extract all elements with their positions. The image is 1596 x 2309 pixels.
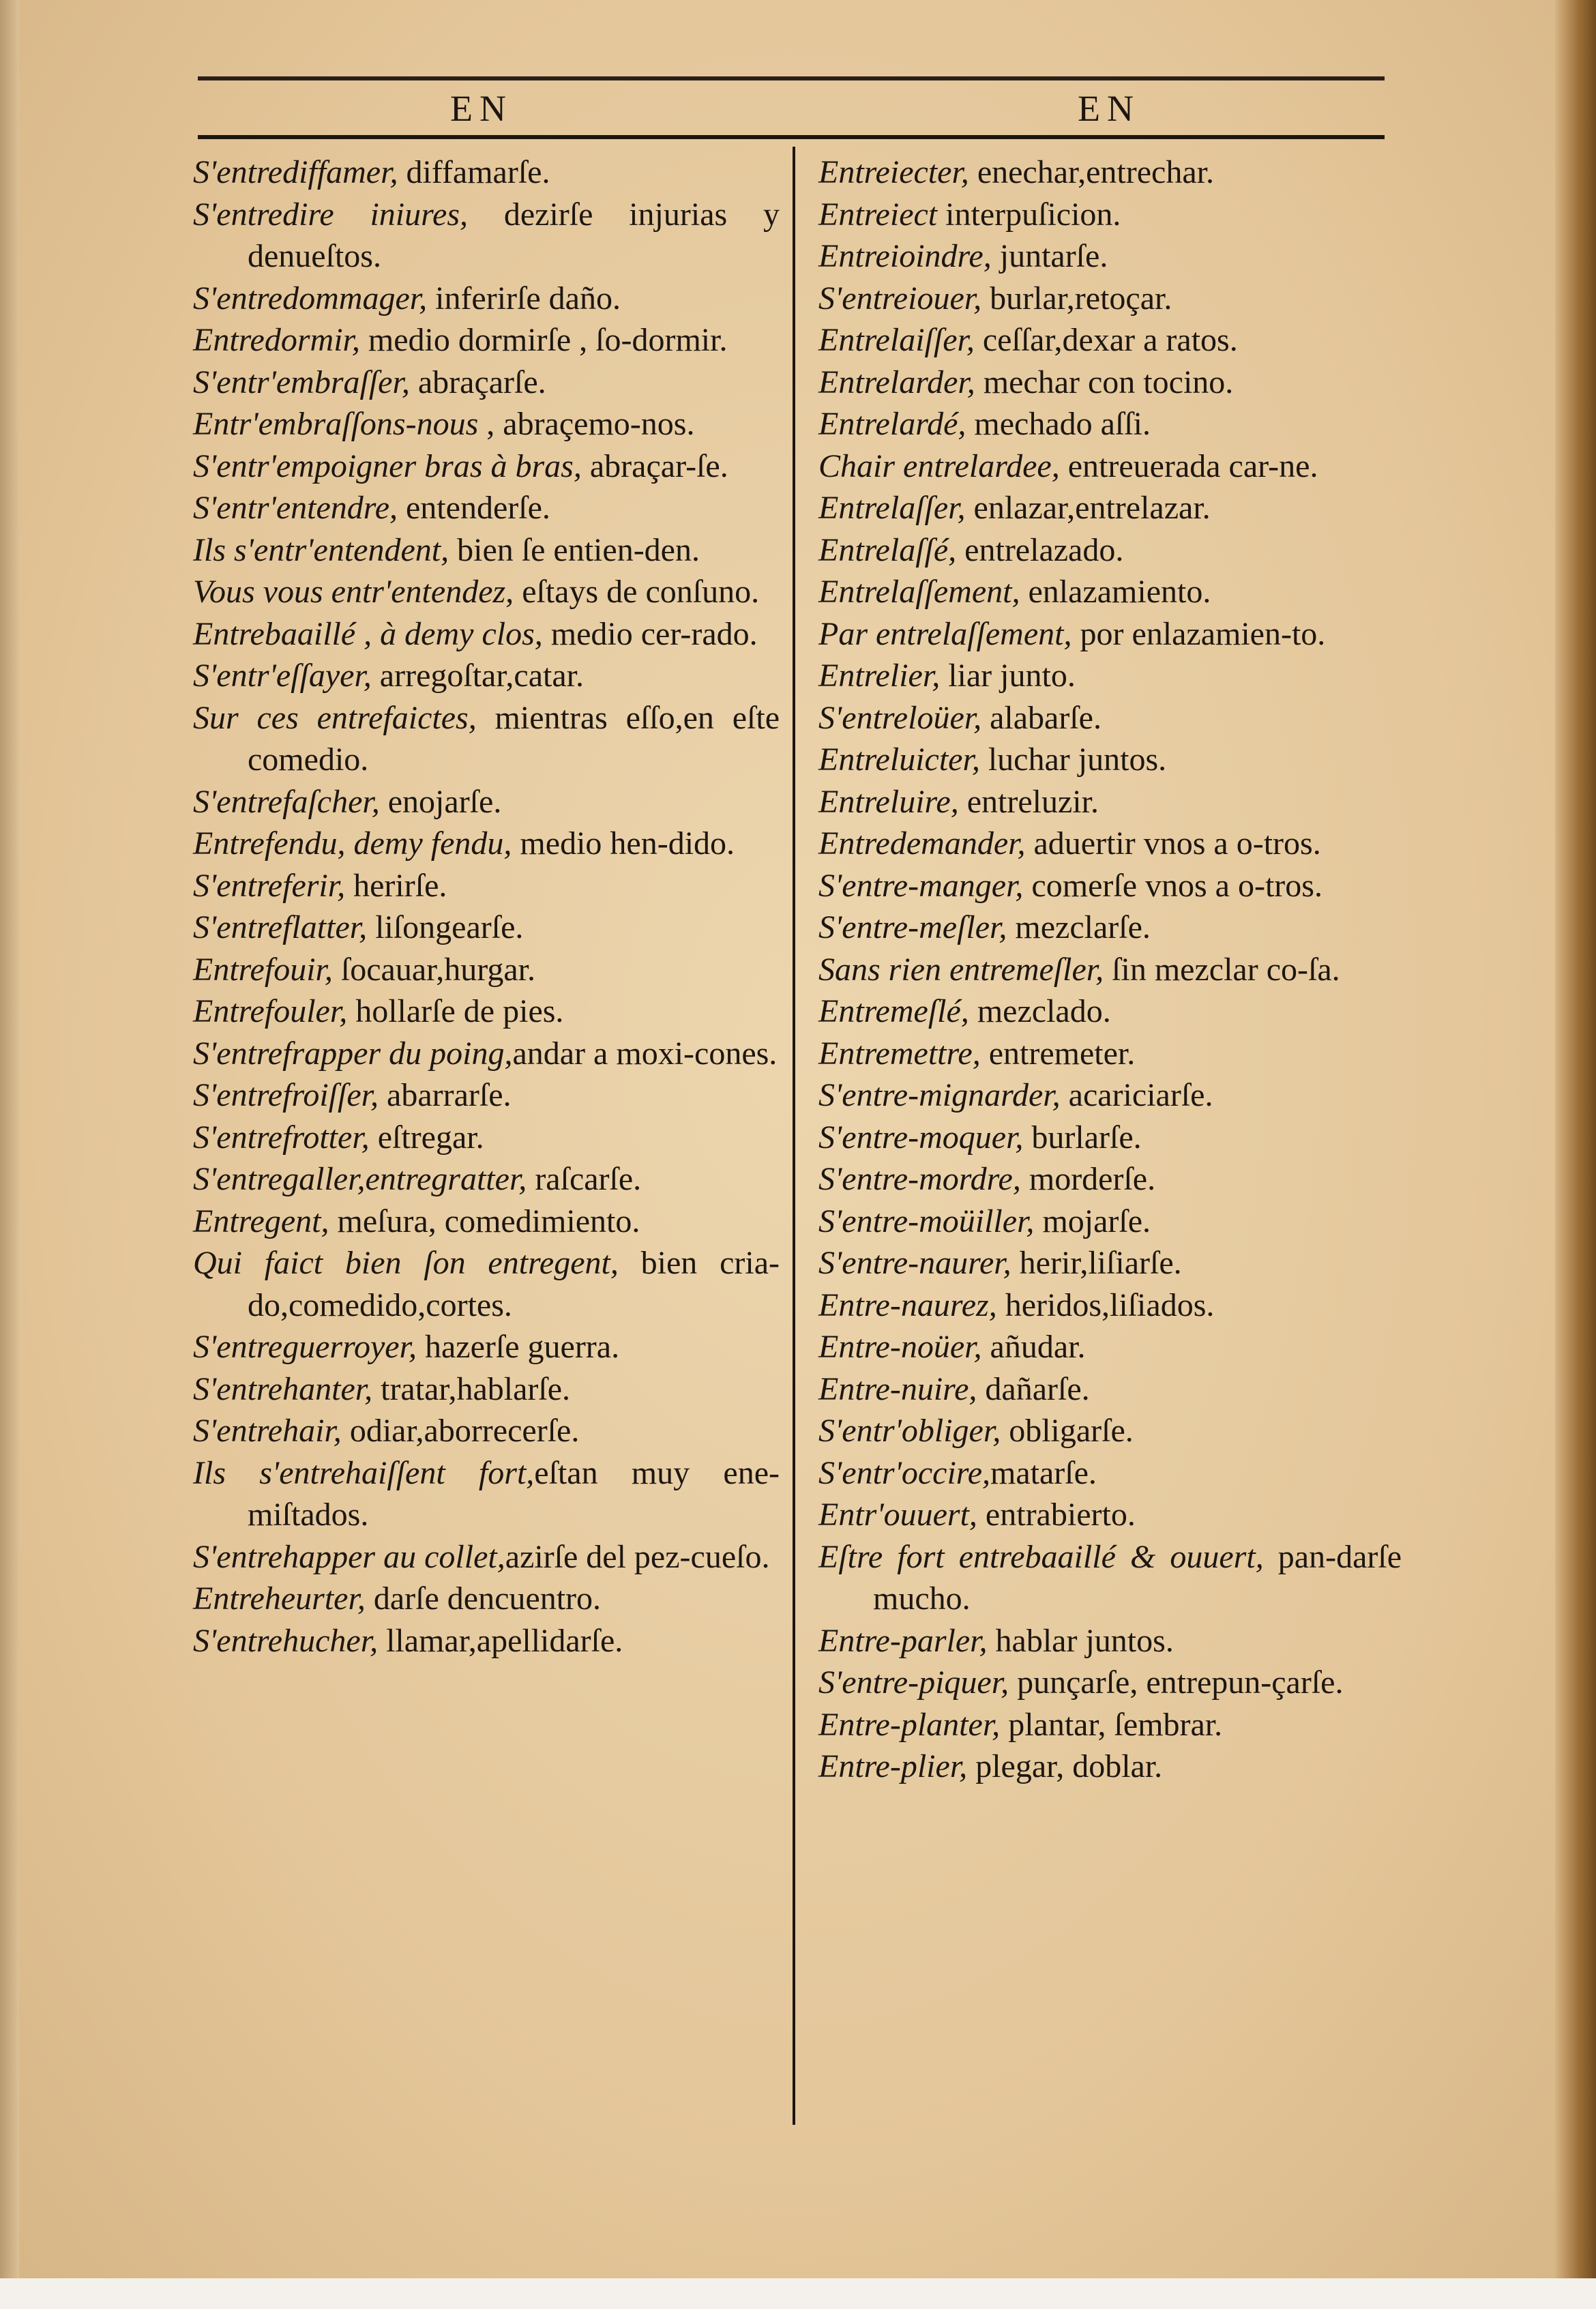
spanish-translation: eſtays de conſuno. [514,574,760,610]
spanish-translation: comerſe vnos a o-tros. [1023,867,1322,904]
spanish-translation: burlar,retoçar. [981,280,1172,317]
top-rule [198,76,1385,80]
french-headword: S'entrefaſcher, [193,783,380,820]
dictionary-entry [818,319,1402,362]
dictionary-entry [818,1368,1402,1411]
spanish-translation: mientras eſſo,en eſte comedio. [248,699,780,778]
spanish-translation: herir,liſiarſe. [1011,1245,1182,1281]
dictionary-entry [193,1326,780,1368]
french-headword: S'entr'eſſayer, [193,658,372,694]
french-headword: S'entrehucher, [193,1622,379,1659]
spanish-translation: darſe dencuentro. [365,1580,602,1617]
dictionary-entry [193,781,780,823]
dictionary-entry [818,1494,1402,1536]
spanish-translation: mojarſe. [1034,1203,1151,1239]
spanish-translation: ſocauar,hurgar. [332,951,535,988]
dictionary-entry [193,1452,780,1536]
spanish-translation: hablar juntos. [987,1622,1174,1659]
spanish-translation: entenderſe. [398,490,550,526]
spanish-translation: , abraçemo-nos. [478,406,695,442]
dictionary-entry [818,571,1402,613]
french-headword: S'entreflatter, [193,909,368,945]
dictionary-entry [818,1242,1402,1284]
dictionary-entry [193,1242,780,1326]
french-headword: S'entr'empoigner bras à bras, [193,447,582,484]
spanish-translation: arregoſtar,catar. [371,658,584,694]
dictionary-entry [818,1284,1402,1327]
dictionary-entry [818,865,1402,907]
french-headword: Entre-planter, [818,1706,1001,1743]
french-headword: Entre-naurez, [818,1286,997,1323]
spanish-translation: bien cria-do,comedido,cortes. [248,1245,780,1323]
dictionary-entry [818,949,1402,991]
dictionary-entry [193,865,780,907]
dictionary-entry [193,1158,780,1201]
spanish-translation: meſura, comedimiento. [329,1203,640,1239]
dictionary-entry [818,823,1402,865]
french-headword: Entrebaaillé , à demy clos, [193,615,543,652]
spanish-translation: medio hen-dido. [512,825,735,862]
right-column [818,151,1402,1788]
spanish-translation: plegar, doblar. [967,1748,1163,1784]
spanish-translation: entrabierto. [977,1497,1136,1533]
spanish-translation: eſtan muy ene-miſtados. [248,1454,780,1533]
french-headword: Entrelardé, [818,406,966,442]
french-headword: S'entr'entendre, [193,490,398,526]
dictionary-entry [818,278,1402,320]
french-headword: Entre-nuire, [818,1370,977,1407]
dictionary-entry [818,235,1402,278]
scan-margin [0,2278,1596,2309]
french-headword: Entreiecter, [818,154,969,190]
dictionary-entry [193,1620,780,1662]
spanish-translation: mechar con tocino. [975,364,1234,400]
spanish-translation: tratar,hablarſe. [372,1370,571,1407]
spanish-translation: enlazar,entrelazar. [965,490,1211,526]
french-headword: S'entr'obliger, [818,1413,1001,1449]
spanish-translation: raſcarſe. [527,1161,642,1197]
french-headword: Entreheurter, [193,1580,366,1617]
page-edge-right [1555,0,1596,2278]
french-headword: S'entre-moquer, [818,1119,1024,1156]
spanish-translation: azirſe del pez-cueſo. [505,1538,770,1575]
dictionary-entry [193,907,780,949]
french-headword: S'entre-mordre, [818,1161,1021,1197]
french-headword: S'entrehapper au collet, [193,1538,505,1575]
dictionary-entry [818,907,1402,949]
french-headword: Entrelier, [818,658,941,694]
spanish-translation: andar a moxi-cones. [512,1035,778,1072]
dictionary-entry [193,823,780,865]
dictionary-entry [193,529,780,572]
french-headword: S'entrefroiſſer, [193,1077,379,1113]
french-headword: Entremettre, [818,1035,981,1072]
spanish-translation: dezirſe injurias y denueſtos. [248,196,780,274]
spanish-translation: aduertir vnos a o-tros. [1025,825,1321,862]
dictionary-entry [818,990,1402,1033]
french-headword: S'entredommager, [193,280,428,317]
dictionary-entry [818,1536,1402,1620]
dictionary-entry [818,445,1402,488]
spanish-translation: hazerſe guerra. [416,1329,620,1365]
dictionary-entry [818,697,1402,739]
spanish-translation: interpuſicion. [937,196,1121,233]
dictionary-entry [193,990,780,1033]
dictionary-entry [818,1620,1402,1662]
spanish-translation: abarrarſe. [379,1077,512,1113]
dictionary-entry [193,1368,780,1411]
dictionary-entry [193,319,780,362]
french-headword: S'entreiouer, [818,280,982,317]
dictionary-entry [818,1452,1402,1495]
dictionary-entry [193,949,780,991]
french-headword: S'entrehair, [193,1413,342,1449]
dictionary-entry [818,151,1402,194]
dictionary-entry [193,1074,780,1117]
dictionary-entry [818,655,1402,697]
dictionary-entry [193,571,780,613]
dictionary-entry [818,1201,1402,1243]
running-head-left: EN [450,88,513,129]
dictionary-entry [193,613,780,656]
french-headword: Entreioindre, [818,238,992,274]
spanish-translation: abraçar-ſe. [581,447,728,484]
spanish-translation: heridos,liſiados. [996,1286,1215,1323]
dictionary-entry [818,1326,1402,1368]
french-headword: S'entrefrapper du poing, [193,1035,513,1072]
dictionary-entry [818,613,1402,656]
french-headword: Entrelarder, [818,364,975,400]
dictionary-entry [193,278,780,320]
dictionary-entry [818,1410,1402,1452]
spanish-translation: obligarſe. [1001,1413,1134,1449]
french-headword: S'entre-mignarder, [818,1077,1061,1113]
dictionary-entry [193,1117,780,1159]
dictionary-entry [818,1158,1402,1201]
french-headword: S'entre-moüiller, [818,1203,1035,1239]
left-column [193,151,780,1662]
french-headword: S'entrehanter, [193,1370,373,1407]
page-edge-left [0,0,19,2278]
spanish-translation: alabarſe. [981,699,1102,736]
spanish-translation: matarſe. [990,1454,1097,1491]
spanish-translation: entrelazado. [956,531,1124,568]
dictionary-entry [818,739,1402,781]
spanish-translation: enojarſe. [379,783,502,820]
french-headword: Sur ces entrefaictes, [193,699,477,736]
dictionary-entry [193,403,780,445]
french-headword: Ils s'entrehaiſſent fort, [193,1454,535,1491]
dictionary-entry [818,1704,1402,1746]
french-headword: S'entrediffamer, [193,154,398,190]
spanish-translation: ſin mezclar co-ſa. [1104,951,1340,988]
spanish-translation: burlarſe. [1023,1119,1142,1156]
spanish-translation: abraçarſe. [409,364,546,400]
spanish-translation: hollarſe de pies. [347,993,564,1029]
dictionary-entry [193,362,780,404]
french-headword: Entregent, [193,1203,329,1239]
french-headword: Ils s'entr'entendent, [193,531,449,568]
french-headword: S'entrefrotter, [193,1119,370,1156]
dictionary-entry [193,151,780,194]
spanish-translation: mezclarſe. [1007,909,1151,945]
dictionary-entry [818,1033,1402,1075]
spanish-translation: dañarſe. [977,1370,1090,1407]
spanish-translation: bien ſe entien-den. [449,531,700,568]
spanish-translation: liſongearſe. [367,909,524,945]
french-headword: Entreluicter, [818,741,980,778]
french-headword: Entreluire, [818,783,959,820]
french-headword: Qui faict bien ſon entregent, [193,1245,619,1281]
column-divider [793,147,795,2125]
french-headword: Entremeſlé, [818,993,969,1029]
spanish-translation: diffamarſe. [398,154,550,190]
dictionary-entry [193,1201,780,1243]
spanish-translation: medio dormirſe , ſo-dormir. [359,322,728,358]
dictionary-entry [818,529,1402,572]
dictionary-entry [818,1662,1402,1704]
french-headword: Vous vous entr'entendez, [193,574,514,610]
spanish-translation: morderſe. [1020,1161,1156,1197]
french-headword: Entrelaſſement, [818,574,1020,610]
spanish-translation: ceſſar,dexar a ratos. [974,322,1238,358]
spanish-translation: luchar juntos. [979,741,1167,778]
french-headword: Entrefouler, [193,993,348,1029]
dictionary-entry [818,1746,1402,1788]
spanish-translation: liar junto. [940,658,1076,694]
french-headword: Entrelaiſſer, [818,322,975,358]
french-headword: S'entre-naurer, [818,1245,1011,1281]
dictionary-entry [193,655,780,697]
french-headword: Entre-plier, [818,1748,968,1784]
french-headword: Entrelaſſé, [818,531,957,568]
dictionary-entry [193,1033,780,1075]
french-headword: Entre-noüer, [818,1329,982,1365]
french-headword: S'entredire iniures, [193,196,469,233]
dictionary-entry [818,1117,1402,1159]
french-headword: S'entre-manger, [818,867,1024,904]
spanish-translation: mezclado. [969,993,1111,1029]
dictionary-entry [818,362,1402,404]
spanish-translation: eſtregar. [369,1119,484,1156]
spanish-translation: entreuerada car-ne. [1059,447,1318,484]
french-headword: Entr'ouuert, [818,1497,977,1533]
french-headword: S'entreferir, [193,867,346,904]
french-headword: Entrefendu, demy fendu, [193,825,512,862]
french-headword: Entreiect [818,196,938,233]
spanish-translation: plantar, ſembrar. [1000,1706,1223,1743]
french-headword: Entredormir, [193,322,360,358]
spanish-translation: pan-darſe mucho. [873,1538,1402,1617]
spanish-translation: entremeter. [980,1035,1136,1072]
french-headword: Sans rien entremeſler, [818,951,1104,988]
spanish-translation: entreluzir. [958,783,1099,820]
dictionary-entry [193,697,780,781]
french-headword: S'entre-meſler, [818,909,1007,945]
dictionary-entry [818,487,1402,529]
spanish-translation: odiar,aborrecerſe. [341,1413,580,1449]
dictionary-entry [193,445,780,488]
dictionary-entry [193,1578,780,1620]
dictionary-entry [193,1410,780,1452]
french-headword: Entre-parler, [818,1622,988,1659]
spanish-translation: llamar,apellidarſe. [378,1622,623,1659]
dictionary-entry [193,1536,780,1578]
french-headword: S'entr'embraſſer, [193,364,410,400]
french-headword: Entredemander, [818,825,1026,862]
dictionary-entry [193,487,780,529]
running-head-right: EN [1078,88,1140,129]
dictionary-entry [818,194,1402,236]
spanish-translation: por enlazamien-to. [1072,615,1326,652]
french-headword: S'entregaller,entregratter, [193,1161,527,1197]
french-headword: Par entrelaſſement, [818,615,1072,652]
spanish-translation: medio cer-rado. [542,615,758,652]
spanish-translation: enechar,entrechar. [969,154,1214,190]
french-headword: S'entreguerroyer, [193,1329,417,1365]
spanish-translation: punçarſe, entrepun-çarſe. [1009,1664,1344,1701]
french-headword: Entrefouir, [193,951,333,988]
spanish-translation: enlazamiento. [1020,574,1211,610]
dictionary-entry [818,781,1402,823]
spanish-translation: juntarſe. [991,238,1108,274]
spanish-translation: añudar. [981,1329,1086,1365]
spanish-translation: acariciarſe. [1060,1077,1213,1113]
dictionary-entry [193,194,780,278]
spanish-translation: mechado aſſi. [966,406,1151,442]
spanish-translation: herirſe. [345,867,447,904]
dictionary-entry [818,1074,1402,1117]
french-headword: Eſtre fort entrebaaillé & ouuert, [818,1538,1264,1575]
french-headword: S'entr'occire, [818,1454,990,1491]
header-rule [198,135,1385,139]
french-headword: Entrelaſſer, [818,490,966,526]
french-headword: Entr'embraſſons-nous [193,406,479,442]
french-headword: S'entreloüer, [818,699,982,736]
french-headword: Chair entrelardee, [818,447,1060,484]
spanish-translation: inferirſe daño. [427,280,621,317]
french-headword: S'entre-piquer, [818,1664,1009,1701]
dictionary-entry [818,403,1402,445]
